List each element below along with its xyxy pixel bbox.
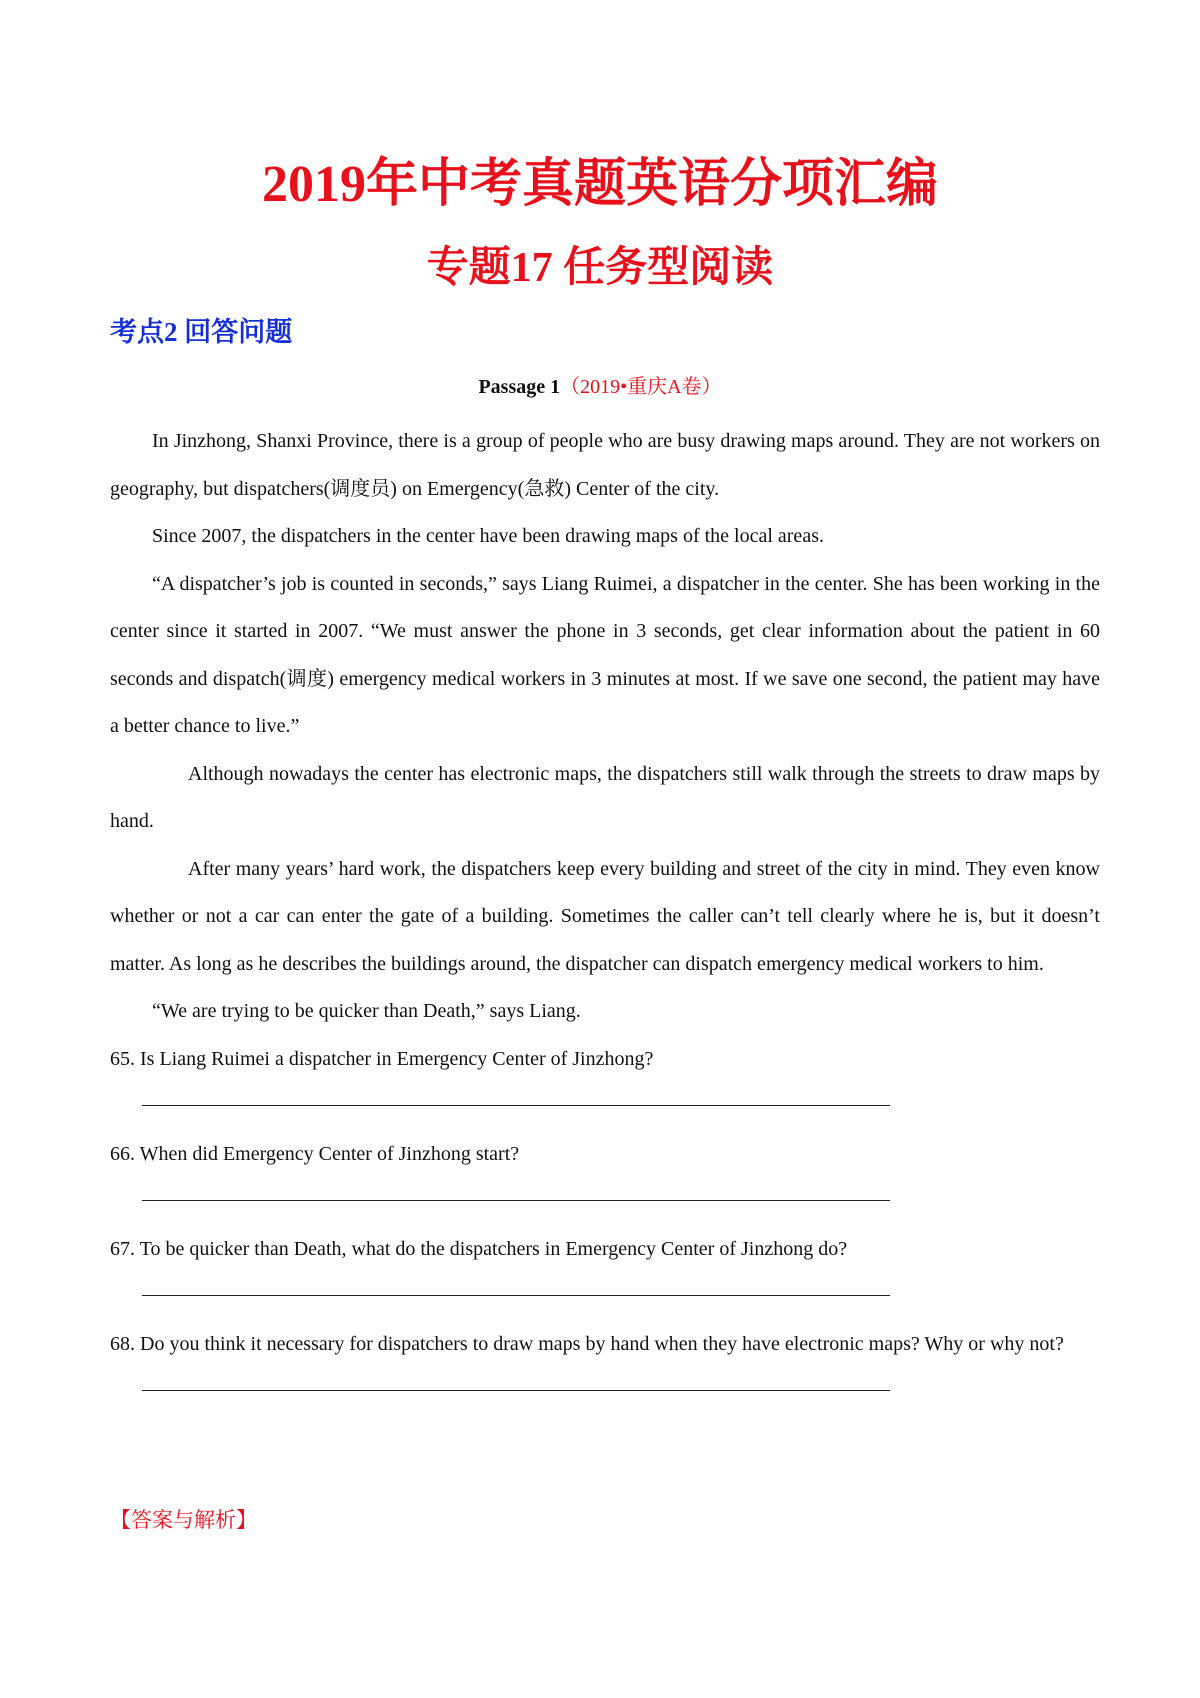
passage-body: [110, 418, 1100, 1416]
passage-paragraph: “A dispatcher’s job is counted in seconds,” says Liang Ruimei, a dispatcher in the center. She has been working in the center since it started in 2007. “We must answer the phone in 3 seconds, get clear information about the patient in 60 seconds and dispatch(调度) emergency medical workers in 3 minutes at most. If we save one second, the patient may have a better chance to live.”: [110, 572, 1100, 737]
section-heading: 考点2 回答问题: [110, 317, 293, 347]
question-66: 66. When did Emergency Center of Jinzhong start?: [110, 1142, 520, 1165]
document-subtitle: 专题17 任务型阅读: [426, 245, 774, 291]
passage-paragraph: Since 2007, the dispatchers in the center have been drawing maps of the local areas.: [152, 525, 824, 547]
passage-heading: [0, 372, 1200, 402]
passage-source: （2019•重庆A卷）: [560, 376, 722, 398]
answer-line-67: [110, 1273, 1100, 1321]
answer-line-68: [110, 1368, 1100, 1416]
question-65: 65. Is Liang Ruimei a dispatcher in Emergency Center of Jinzhong?: [110, 1047, 654, 1070]
answer-line-65: [110, 1083, 1100, 1131]
passage-paragraph: Although nowadays the center has electronic maps, the dispatchers still walk through the streets to draw maps by hand.: [110, 762, 1100, 832]
question-68: 68. Do you think it necessary for dispatchers to draw maps by hand when they have electronic maps? Why or why not?: [110, 1332, 1064, 1355]
answer-analysis-label: 【答案与解析】: [110, 1508, 257, 1532]
passage-paragraph: “We are trying to be quicker than Death,” says Liang.: [152, 1000, 581, 1022]
document-title: 2019年中考真题英语分项汇编: [261, 156, 938, 213]
passage-paragraph: In Jinzhong, Shanxi Province, there is a group of people who are busy drawing maps around. They are not workers on geography, but dispatchers(调度员) on Emergency(急救) Center of the city.: [110, 430, 1100, 500]
passage-paragraph: After many years’ hard work, the dispatchers keep every building and street of the city in mind. They even know whether or not a car can enter the gate of a building. Sometimes the caller can’t tell clearly where he is, but it doesn’t matter. As long as he describes the buildings around, the dispatcher can dispatch emergency medical workers to him.: [110, 857, 1100, 975]
answer-line-66: [110, 1178, 1100, 1226]
question-67: 67. To be quicker than Death, what do the dispatchers in Emergency Center of Jinzhong do?: [110, 1237, 848, 1260]
passage-name: Passage 1: [478, 376, 561, 398]
